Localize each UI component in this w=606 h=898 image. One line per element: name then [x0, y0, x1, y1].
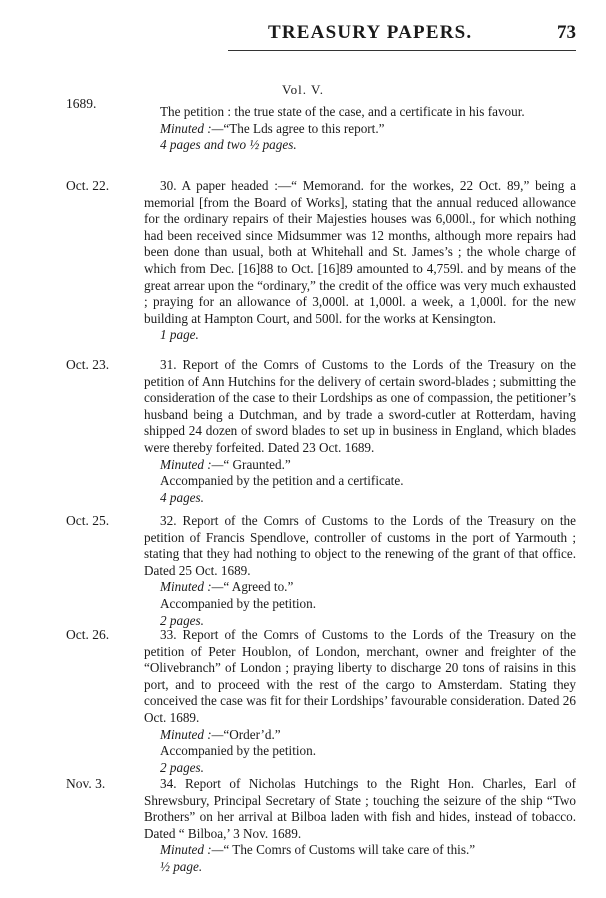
entry-minute [144, 579, 576, 596]
entry-date: Oct. 23. [66, 357, 110, 372]
minute-text: “The Lds agree to this report.” [223, 120, 385, 136]
minute-text: “ The Comrs of Customs will take care of this.” [223, 842, 476, 858]
minute-label: Minuted :— [160, 120, 224, 136]
entry-minute [144, 121, 576, 138]
running-head: TREASURY PAPERS. [268, 22, 473, 43]
entry-minute [144, 457, 576, 474]
minute-label: Minuted :— [160, 456, 224, 472]
entry-date: Nov. 3. [66, 776, 106, 791]
entry-pages: 4 pages. [160, 489, 204, 505]
entry-accompanied: Accompanied by the petition. [160, 743, 317, 759]
entry-body [144, 357, 576, 506]
entry-text: The petition : the true state of the case, and a certificate in his favour. [160, 104, 525, 119]
volume-label: Vol. V. [281, 82, 325, 97]
entry-date: Oct. 25. [66, 513, 110, 528]
entry-pages: 2 pages. [160, 759, 204, 775]
entry-text: 31. Report of the Comrs of Customs to the Lords of the Treasury on the petition of Ann Hutchins for the delivery of certain sword-blades ; submitting the consideration of the case to their Lordships as one of compassion, the petitioner’s husband being a Dutchman, and by trade a sword-cutler at Rotterdam, having shipped 24 dozen of sword blades to set up in business in England, which blades were thereby forfeited. Dated 23 Oct. 1689. [144, 357, 576, 455]
entry-text: 33. Report of the Comrs of Customs to the Lords of the Treasury on the petition of Peter Houblon, of London, merchant, owner and freighter of the “Olivebranch” of London ; praying liberty to discharge 20 tons of raisins in this port, and to proceed with the rest of the cargo to Amsterdam. Stating they conceived the case was fit for their Lordships’ favourable consideration. Dated 26 Oct. 1689. [144, 627, 576, 725]
entry-minute [144, 842, 576, 859]
entry-text: 34. Report of Nicholas Hutchings to the Right Hon. Charles, Earl of Shrewsbury, Principal Secretary of State ; touching the seizure of the ship “Two Brothers” on her arrival at Bilboa laden with fish and hides, instead of tobacco. Dated “ Bilboa,’ 3 Nov. 1689. [144, 776, 576, 841]
year-label: 1689. [66, 96, 97, 111]
entry-pages: 1 page. [160, 327, 199, 343]
minute-text: “Order’d.” [223, 726, 281, 742]
minute-text: “ Graunted.” [223, 456, 291, 472]
entry-date: Oct. 26. [66, 627, 110, 642]
entry-pages: ½ page. [160, 858, 203, 874]
entry-accompanied: Accompanied by the petition. [160, 595, 317, 611]
entry-pages: 4 pages and two ½ pages. [160, 137, 297, 153]
entry-minute [144, 727, 576, 744]
entry-pages: 2 pages. [160, 612, 204, 628]
entry-body [144, 776, 576, 876]
minute-label: Minuted :— [160, 579, 224, 595]
entry-body [144, 104, 576, 154]
entry-body [144, 178, 576, 344]
page-header [228, 20, 576, 60]
minute-label: Minuted :— [160, 842, 224, 858]
entry-text: 32. Report of the Comrs of Customs to the Lords of the Treasury on the petition of Francis Spendlove, controller of customs in the port of Yarmouth ; stating that they had nothing to object to the renewing of the grant of that office. Dated 25 Oct. 1689. [144, 513, 576, 578]
minute-label: Minuted :— [160, 726, 224, 742]
entry-accompanied: Accompanied by the petition and a certificate. [160, 473, 404, 489]
entry-body [144, 627, 576, 776]
entry-date: Oct. 22. [66, 178, 110, 193]
minute-text: “ Agreed to.” [223, 579, 294, 595]
page-number: 73 [557, 22, 576, 43]
header-rule [228, 50, 576, 51]
entry-body [144, 513, 576, 629]
entry-text: 30. A paper headed :—“ Memorand. for the workes, 22 Oct. 89,” being a memorial [from the Board of Works], stating that the annual reduced allowance for the ordinary repairs of their Majesties houses was 6,000l., for which nothing had been received since Midsummer was 12 months, although more repairs had been done than usual, both at Whitehall and St. James’s ; the whole charge of which from Dec. [16]88 to Oct. [16]89 amounted to 4,759l. and by means of the great arrear upon the “ordinary,” the credit of the office was very much exhausted ; praying for an allowance of 3,000l. at 1,000l. a week, a 1,000l. for the new building at Hampton Court, and 500l. for the works at Kensington. [144, 178, 576, 326]
